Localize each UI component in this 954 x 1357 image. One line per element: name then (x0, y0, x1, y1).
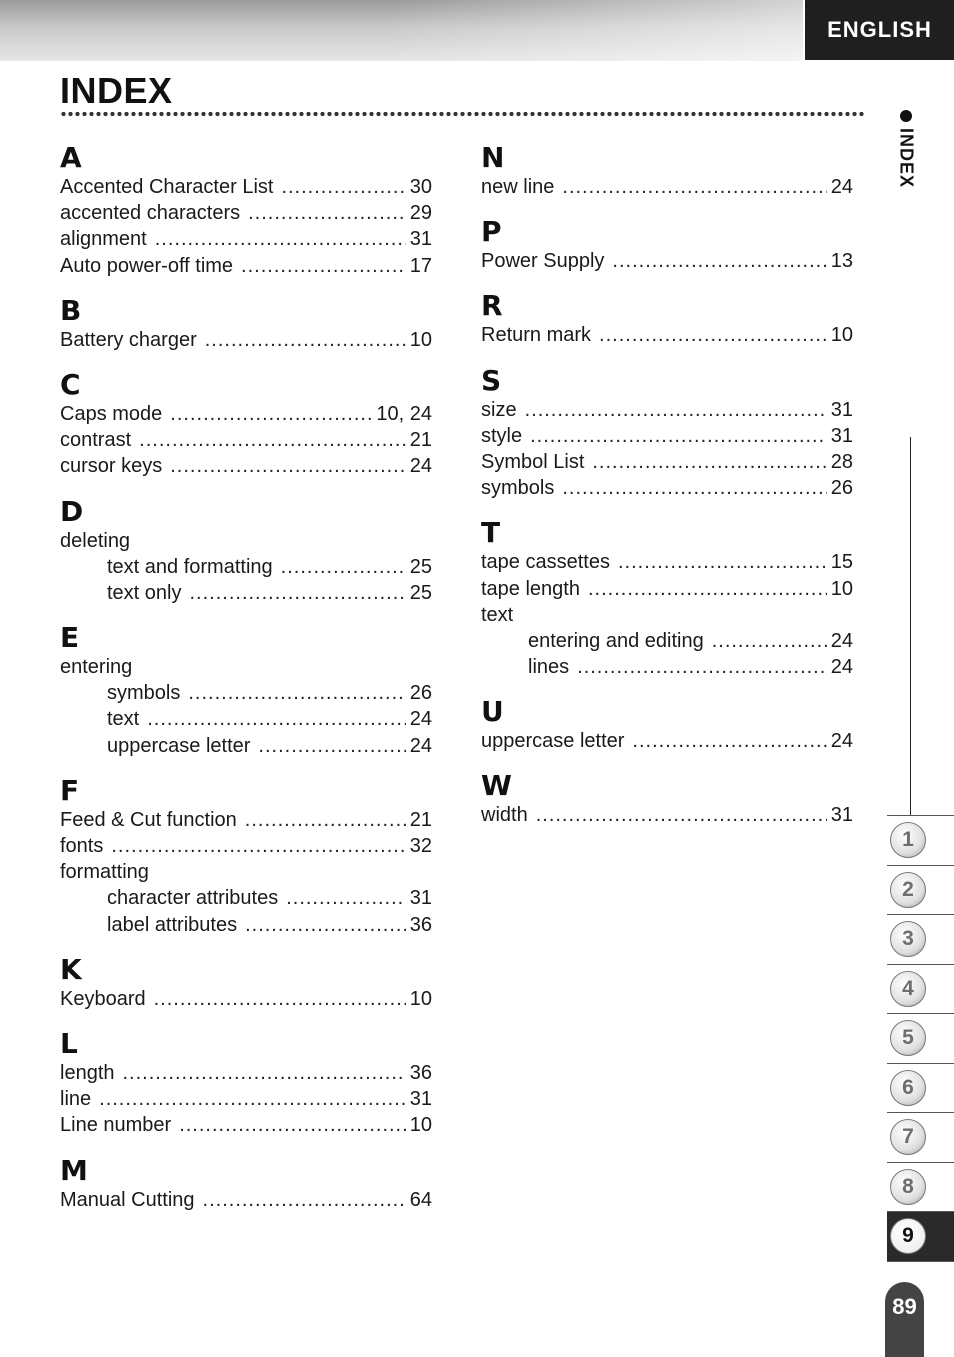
entry-term: symbols (107, 682, 181, 705)
index-subentry[interactable] (60, 580, 432, 606)
language-tab[interactable]: ENGLISH (805, 0, 954, 60)
page-number: 89 (892, 1294, 917, 1319)
index-entry[interactable] (481, 475, 853, 501)
entry-page-ref[interactable]: 36 (409, 913, 432, 936)
index-entry[interactable] (60, 200, 432, 226)
entry-term: uppercase letter (107, 734, 251, 757)
entry-term: symbols (481, 477, 555, 500)
chapter-number-badge: 4 (890, 971, 926, 1007)
entry-page-ref[interactable]: 29 (409, 202, 432, 225)
entry-term: Power Supply (481, 250, 605, 273)
dot-leader (618, 549, 827, 575)
chapter-number-badge: 7 (890, 1119, 926, 1155)
entry-page-ref[interactable]: 25 (409, 555, 432, 578)
entry-page-ref[interactable]: 31 (409, 1088, 432, 1111)
index-entry[interactable] (60, 427, 432, 453)
dot-leader (189, 580, 405, 606)
chapter-number-badge: 8 (890, 1169, 926, 1205)
index-entry[interactable] (60, 226, 432, 252)
dot-leader (258, 733, 405, 759)
dot-leader (245, 912, 406, 938)
dot-leader (536, 802, 827, 828)
entry-term: Auto power-off time (60, 254, 234, 277)
entry-page-ref[interactable]: 25 (409, 581, 432, 604)
index-entry[interactable] (481, 802, 853, 828)
index-entry[interactable] (481, 449, 853, 475)
entry-page-ref[interactable]: 24 (409, 455, 432, 478)
index-entry[interactable] (60, 1086, 432, 1112)
chapter-number-badge: 5 (890, 1020, 926, 1056)
dot-leader (712, 628, 827, 654)
section-letter: P (481, 215, 502, 249)
index-subentry[interactable] (60, 733, 432, 759)
title-dotted-rule (60, 111, 866, 117)
entry-page-ref[interactable]: 15 (830, 551, 853, 574)
dot-leader (562, 475, 826, 501)
dot-leader (612, 248, 826, 274)
entry-term: length (60, 1061, 115, 1084)
dot-leader (592, 449, 826, 475)
entry-term: text (107, 708, 140, 731)
entry-term: new line (481, 176, 555, 198)
index-column-left (60, 142, 432, 1213)
dot-leader (241, 253, 406, 279)
entry-page-ref[interactable]: 31 (830, 804, 853, 827)
entry-term: lines (528, 656, 570, 679)
entry-term: Feed & Cut function (60, 808, 237, 831)
entry-term: cursor keys (60, 455, 163, 478)
index-entry[interactable] (481, 397, 853, 423)
dot-leader (245, 807, 406, 833)
index-subentry[interactable] (60, 912, 432, 938)
header-banner (0, 0, 803, 61)
dot-leader (111, 833, 405, 859)
index-subentry[interactable] (60, 706, 432, 732)
side-divider (910, 437, 911, 815)
section-letter: F (60, 773, 80, 807)
index-subentry[interactable] (481, 654, 853, 680)
entry-page-ref[interactable]: 17 (409, 254, 432, 277)
chapter-number-badge: 6 (890, 1070, 926, 1106)
entry-page-ref[interactable]: 26 (409, 682, 432, 705)
dot-leader (281, 174, 405, 200)
chapter-number-badge: 9 (890, 1218, 926, 1254)
section-letter: T (481, 516, 501, 550)
dot-leader (577, 654, 827, 680)
entry-term: fonts (60, 835, 104, 857)
dot-leader (632, 728, 826, 754)
entry-page-ref[interactable]: 24 (830, 656, 853, 679)
section-letter: U (481, 695, 504, 729)
index-subentry[interactable] (60, 554, 432, 580)
entry-term: Symbol List (481, 450, 585, 473)
chapter-tab-8[interactable] (887, 1162, 954, 1212)
chapter-number-badge: 1 (890, 822, 926, 858)
entry-page-ref[interactable]: 24 (830, 176, 853, 198)
index-column-right (481, 142, 853, 829)
index-entry[interactable] (60, 833, 432, 859)
entry-page-ref[interactable]: 36 (409, 1061, 432, 1084)
index-entry[interactable] (60, 327, 432, 353)
entry-term: Accented Character List (60, 176, 274, 198)
dot-leader (170, 453, 406, 479)
index-entry[interactable] (60, 986, 432, 1012)
section-letter: B (60, 293, 82, 327)
index-heading: deleting (60, 529, 131, 552)
entry-page-ref[interactable]: 10, 24 (376, 402, 432, 425)
index-entry[interactable] (481, 423, 853, 449)
index-entry[interactable] (60, 174, 432, 200)
entry-page-ref[interactable]: 64 (409, 1188, 432, 1211)
dot-leader (170, 401, 372, 427)
entry-page-ref[interactable]: 31 (830, 398, 853, 421)
dot-leader (203, 1187, 406, 1213)
dot-leader (248, 200, 406, 226)
dot-leader (188, 680, 405, 706)
dot-leader (562, 174, 826, 200)
dot-leader (179, 1112, 406, 1138)
index-entry[interactable] (481, 248, 853, 274)
index-entry[interactable] (481, 576, 853, 602)
side-section-text: INDEX (896, 128, 917, 189)
entry-term: style (481, 424, 523, 447)
page-title: INDEX (60, 70, 173, 111)
entry-page-ref[interactable]: 31 (409, 887, 432, 910)
entry-page-ref[interactable]: 26 (830, 477, 853, 500)
page-number-tab (885, 1282, 924, 1357)
dot-leader (154, 986, 406, 1012)
section-letter: N (481, 141, 505, 174)
section-letter: L (60, 1026, 78, 1060)
index-entry[interactable] (481, 728, 853, 754)
entry-term: text and formatting (107, 555, 273, 578)
index-entry[interactable] (60, 453, 432, 479)
bullet-icon (900, 110, 912, 122)
index-subentry[interactable] (481, 628, 853, 654)
dot-leader (139, 427, 406, 453)
dot-leader (525, 397, 827, 423)
entry-term: label attributes (107, 913, 238, 936)
index-entry[interactable] (60, 1060, 432, 1086)
entry-page-ref[interactable]: 10 (409, 1114, 432, 1137)
index-entry[interactable] (60, 1187, 432, 1213)
entry-page-ref[interactable]: 24 (409, 734, 432, 757)
entry-term: Return mark (481, 324, 592, 347)
entry-page-ref[interactable]: 31 (409, 228, 432, 251)
section-letter: K (60, 952, 82, 986)
dot-leader (530, 423, 827, 449)
entry-page-ref[interactable]: 21 (409, 429, 432, 452)
index-heading: text (481, 603, 514, 626)
dot-leader (286, 885, 406, 911)
dot-leader (99, 1086, 406, 1112)
entry-term: Manual Cutting (60, 1188, 195, 1211)
entry-page-ref[interactable]: 24 (830, 629, 853, 652)
entry-page-ref[interactable]: 10 (409, 328, 432, 351)
entry-term: Battery charger (60, 328, 197, 351)
index-heading: entering (60, 656, 133, 679)
chapter-tab-2[interactable] (887, 865, 954, 915)
dot-leader (205, 327, 406, 353)
entry-term: accented characters (60, 202, 241, 225)
side-section-label (893, 110, 919, 200)
index-subentry[interactable] (60, 885, 432, 911)
entry-term: Caps mode (60, 402, 163, 425)
entry-page-ref[interactable]: 28 (830, 450, 853, 473)
index-heading: formatting (60, 861, 149, 884)
section-letter: D (60, 494, 84, 528)
dot-leader (155, 226, 406, 252)
index-entry[interactable] (60, 253, 432, 279)
entry-term: size (481, 398, 517, 421)
index-entry[interactable] (60, 401, 432, 427)
entry-term: uppercase letter (481, 730, 625, 753)
chapter-tabs (887, 815, 954, 1262)
index-subentry[interactable] (60, 680, 432, 706)
entry-term: contrast (60, 429, 132, 452)
section-letter: A (60, 141, 82, 174)
entry-page-ref[interactable]: 10 (830, 324, 853, 347)
chapter-number-badge: 2 (890, 872, 926, 908)
index-entry[interactable] (481, 174, 853, 200)
chapter-tab-1[interactable] (887, 815, 954, 865)
dot-leader (588, 576, 827, 602)
entry-page-ref[interactable]: 24 (830, 730, 853, 753)
section-letter: W (481, 769, 512, 803)
entry-term: Line number (60, 1114, 172, 1137)
entry-term: text only (107, 581, 182, 604)
entry-page-ref[interactable]: 31 (830, 424, 853, 447)
chapter-tab-4[interactable] (887, 964, 954, 1014)
chapter-tab-7[interactable] (887, 1112, 954, 1162)
dot-leader (281, 554, 406, 580)
entry-term: width (481, 804, 528, 827)
entry-page-ref[interactable]: 13 (830, 250, 853, 273)
chapter-tab-6[interactable] (887, 1063, 954, 1113)
section-letter: R (481, 289, 503, 323)
entry-page-ref[interactable]: 10 (409, 987, 432, 1010)
chapter-tab-3[interactable] (887, 914, 954, 964)
index-entry[interactable] (60, 1112, 432, 1138)
entry-term: tape length (481, 577, 580, 600)
entry-term: alignment (60, 228, 147, 251)
entry-term: tape cassettes (481, 551, 610, 574)
dot-leader (147, 706, 406, 732)
entry-term: entering and editing (528, 629, 704, 652)
entry-page-ref[interactable]: 32 (409, 835, 432, 857)
entry-page-ref[interactable]: 24 (409, 708, 432, 731)
section-letter: S (481, 363, 502, 397)
index-entry[interactable] (481, 549, 853, 575)
index-entry[interactable] (60, 807, 432, 833)
chapter-number-badge: 3 (890, 921, 926, 957)
chapter-tab-9[interactable] (887, 1211, 954, 1262)
entry-page-ref[interactable]: 30 (409, 176, 432, 198)
section-letter: C (60, 367, 81, 401)
entry-term: character attributes (107, 887, 279, 910)
entry-term: line (60, 1088, 92, 1111)
section-letter: M (60, 1153, 88, 1187)
dot-leader (123, 1060, 406, 1086)
entry-page-ref[interactable]: 10 (830, 577, 853, 600)
entry-page-ref[interactable]: 21 (409, 808, 432, 831)
entry-term: Keyboard (60, 987, 146, 1010)
dot-leader (599, 322, 827, 348)
index-entry[interactable] (481, 322, 853, 348)
chapter-tab-5[interactable] (887, 1013, 954, 1063)
section-letter: E (60, 621, 80, 655)
